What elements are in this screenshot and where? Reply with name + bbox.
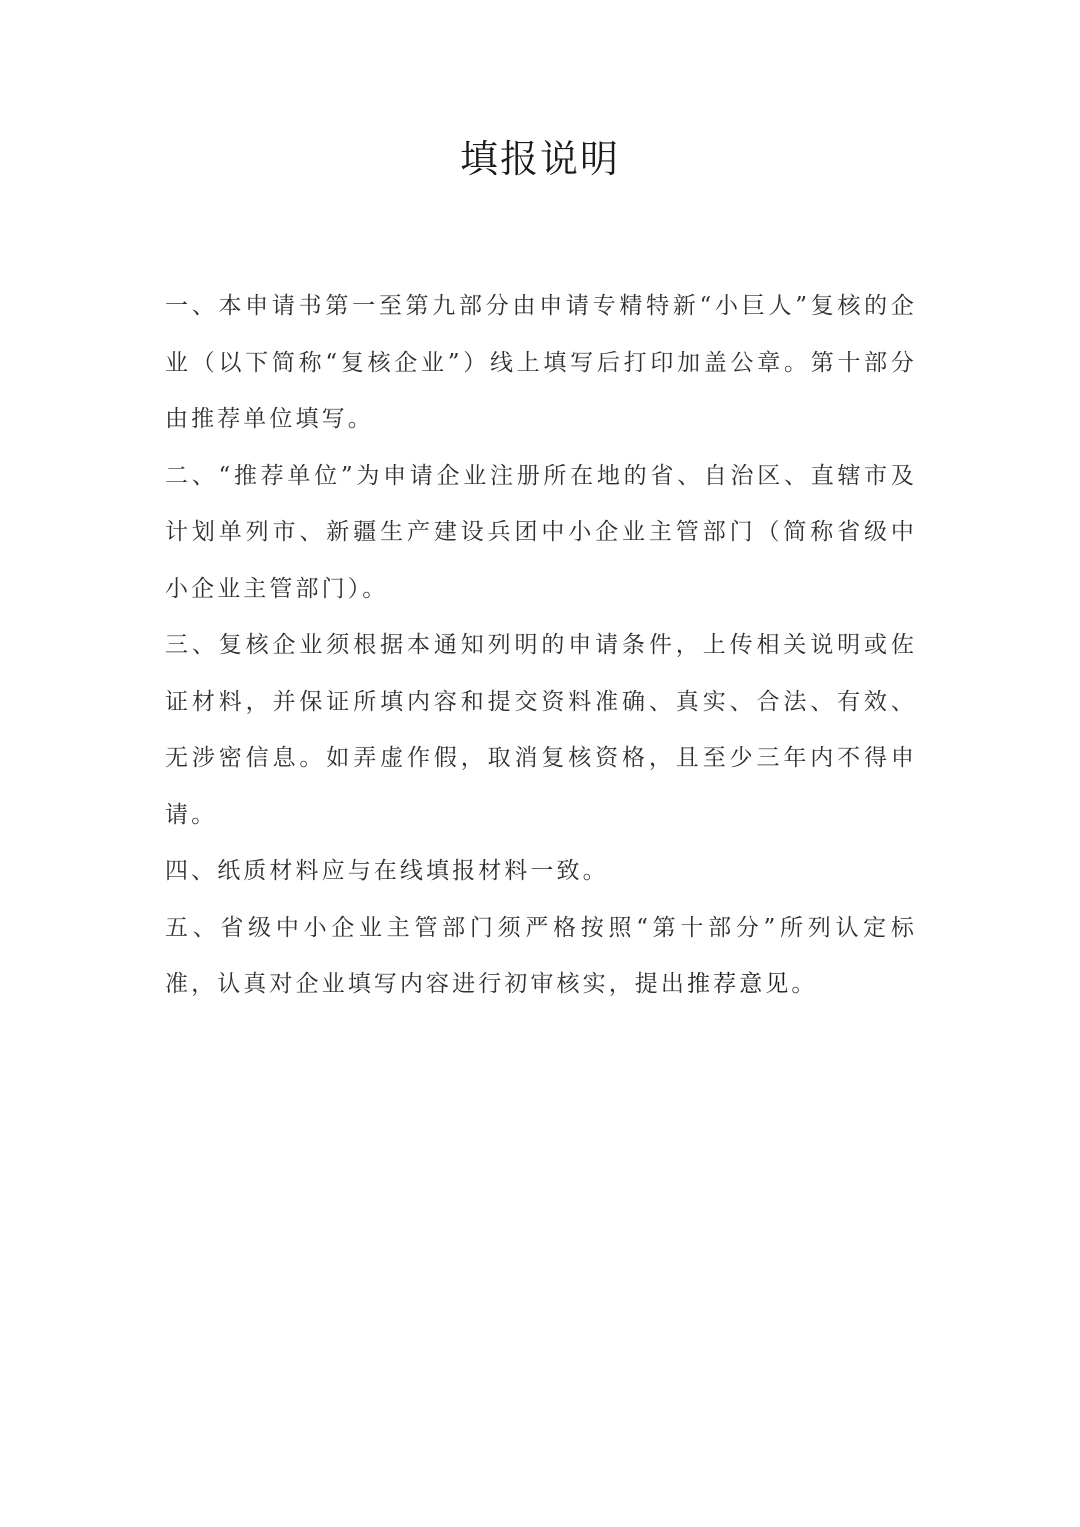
page-title: 填报说明 [459, 137, 620, 181]
instruction-item-5 [165, 900, 917, 1013]
instruction-item-5-end: 。 [791, 971, 818, 997]
instruction-item-1: 一、本申请书第一至第九部分由申请专精特新“小巨人”复核的企业（以下简称“复核企业”）线上填写后打印加盖公章。第十部分由推荐单位填写。 [165, 293, 917, 432]
instruction-item-3: 三、复核企业须根据本通知列明的申请条件，上传相关说明或佐证材料，并保证所填内容和提交资料准确、真实、合法、有效、无涉密信息。如弄虚作假，取消复核资格，且至少三年内不得申请。 [165, 632, 917, 828]
instruction-item-5-text: 五、省级中小企业主管部门须严格按照“第十部分”所列认定标准，认真对企业填写内容进行初审核实，提出 [165, 914, 917, 997]
instruction-item-2: 二、“推荐单位”为申请企业注册所在地的省、自治区、直辖市及计划单列市、新疆生产建设兵团中小企业主管部门（简称省级中小企业主管部门）。 [165, 462, 917, 602]
recommendation-opinion-emphasis: 推荐意见 [687, 971, 792, 997]
instruction-item-4: 四、纸质材料应与在线填报材料一致。 [165, 858, 609, 884]
instructions-body [165, 278, 917, 1013]
